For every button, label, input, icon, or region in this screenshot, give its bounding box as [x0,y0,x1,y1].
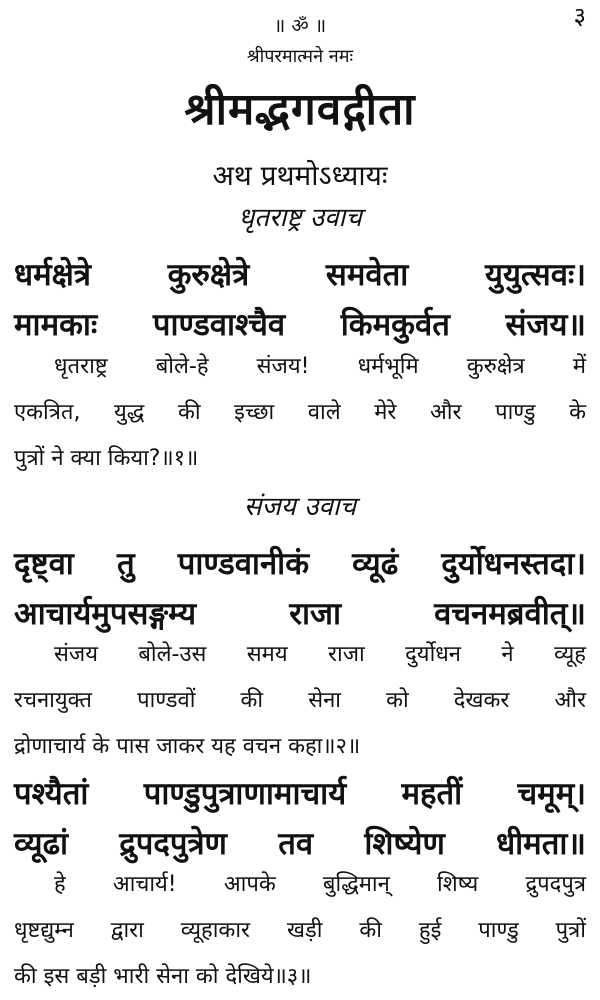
translation-line: पुत्रों ने क्या किया?॥१॥ [14,446,199,471]
verse-line: दृष्ट्वा तु पाण्डवानीकं व्यूढं दुर्योधनस्तदा। [14,546,586,582]
speaker-heading: संजय उवाच [243,492,357,522]
verse-line: धर्मक्षेत्रे कुरुक्षेत्रे समवेता युयुत्सवः। [14,257,586,293]
translation-line: धृष्टद्युम्न द्वारा व्यूहाकार खड़ी की हुई पाण्डु पुत्रों [14,918,586,943]
page-number: ३ [573,2,586,30]
verse-line: व्यूढां द्रुपदपुत्रेण तव शिष्येण धीमता॥ [14,826,586,862]
verse-line: आचार्यमुपसङ्गम्य राजा वचनमब्रवीत्॥ [14,596,586,632]
translation-1 [14,344,586,482]
chapter-heading: अथ प्रथमोऽध्यायः [212,159,388,192]
translation-2 [14,632,586,770]
speaker-heading: धृतराष्ट्र उवाच [238,203,362,233]
translation-3 [14,862,586,1000]
verse-2 [14,539,586,639]
verse-line: पश्यैतां पाण्डुपुत्राणामाचार्य महतीं चमूम्। [14,776,586,812]
translation-line: रचनायुक्त पाण्डवों की सेना को देखकर और [14,688,586,713]
translation-line: संजय बोले-उस समय राजा दुर्योधन ने व्यूह [54,642,586,667]
translation-line: की इस बड़ी भारी सेना को देखिये॥३॥ [14,964,312,989]
translation-line: धृतराष्ट्र बोले-हे संजय! धर्मभूमि कुरुक्षेत्र में [54,354,586,379]
translation-line: द्रोणाचार्य के पास जाकर यह वचन कहा॥२॥ [14,734,361,759]
verse-3 [14,769,586,869]
translation-line: एकत्रित, युद्ध की इच्छा वाले मेरे और पाण्डु के [14,400,586,425]
translation-line: हे आचार्य! आपके बुद्धिमान् शिष्य द्रुपदपुत्र [54,872,586,897]
verse-line: मामकाः पाण्डवाश्चैव किमकुर्वत संजय॥ [14,307,586,343]
om-header: ॥ ॐ ॥ [273,15,327,37]
verse-1 [14,250,586,350]
invocation: श्रीपरमात्मने नमः [246,46,354,67]
book-title: श्रीमद्भगवद्गीता [184,84,416,135]
